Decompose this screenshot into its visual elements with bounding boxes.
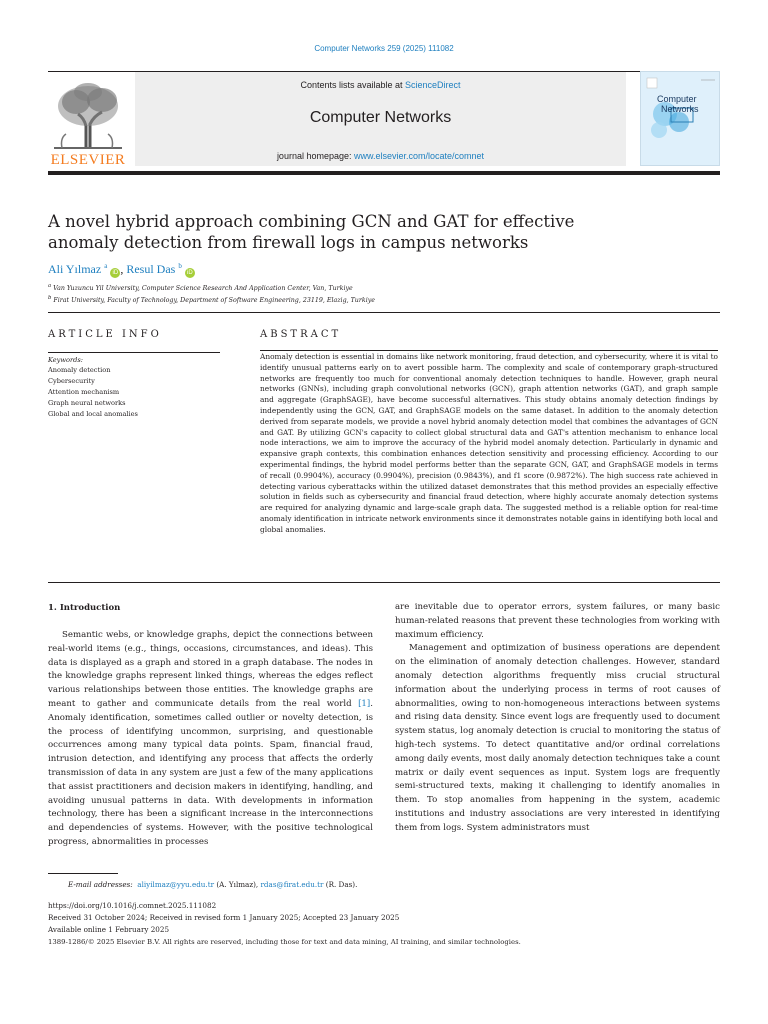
email-name-1: (A. Yılmaz), bbox=[214, 880, 261, 889]
intro-paragraph-continued: are inevitable due to operator errors, system failures, or many basic human-related reasons that prevent these technologies from working with maximum efficiency. bbox=[395, 602, 720, 640]
intro-text-b: . Anomaly identification, sometimes called outlier or novelty detection, is the process of identifying uncommon, surprising, and questionable occurrences among many typical data points. Spam, financial fraud, intrusion detection, and identifying any process that affects the orderly transmission of data in any system are just a few of the many applications that assist practitioners and decision makers in identifying, handling, and avoiding unusual patterns in data. With developments in information technology, there has been a significant increase in the interconnections and dependencies of systems. However, with the positive technological progress, abnormalities in processes bbox=[48, 698, 373, 847]
keyword-item: Cybersecurity bbox=[48, 377, 95, 385]
journal-cover-thumbnail[interactable] bbox=[640, 71, 720, 166]
journal-citation[interactable]: Computer Networks 259 (2025) 111082 bbox=[314, 44, 454, 53]
cover-graphic-icon bbox=[641, 72, 720, 166]
left-column bbox=[48, 629, 373, 850]
doi-link[interactable]: https://doi.org/10.1016/j.comnet.2025.111082 bbox=[48, 901, 217, 910]
email-footnote bbox=[68, 879, 357, 890]
author-name-1[interactable]: Ali Yılmaz bbox=[48, 262, 102, 276]
received-dates: Received 31 October 2024; Received in revised form 1 January 2025; Accepted 23 January 2025 bbox=[48, 913, 400, 922]
homepage-prefix: journal homepage: bbox=[276, 151, 354, 161]
orcid-icon[interactable]: iD bbox=[185, 268, 195, 278]
orcid-icon[interactable]: iD bbox=[110, 268, 120, 278]
keywords-label: Keywords: bbox=[48, 356, 83, 364]
affiliation-text: Van Yuzuncu Yil University, Computer Science Research And Application Center, Van, Turkiye bbox=[53, 285, 353, 293]
intro-paragraph-1 bbox=[48, 629, 373, 850]
sciencedirect-link[interactable]: ScienceDirect bbox=[405, 80, 461, 90]
email-label: E-mail addresses: bbox=[68, 880, 133, 889]
paper-title: A novel hybrid approach combining GCN and GAT for effective anomaly detection from firewall logs in campus networks bbox=[48, 212, 575, 252]
email-link-2[interactable]: rdas@firat.edu.tr bbox=[260, 880, 324, 889]
section-divider bbox=[48, 312, 720, 313]
keywords-rule bbox=[48, 352, 220, 353]
cover-title-line2: Networks bbox=[661, 104, 699, 114]
affiliation-sup: b bbox=[48, 295, 52, 301]
elsevier-wordmark: ELSEVIER bbox=[50, 152, 126, 166]
contents-line bbox=[135, 80, 626, 90]
keyword-item: Attention mechanism bbox=[48, 388, 120, 396]
intro-paragraph-2: Management and optimization of business operations are dependent on the elimination of anomaly detection challenges. However, standard anomaly detection algorithms frequently miss crucial structural information about the underlying process in terms of root causes of abnormalities, owing to non-homogeneous interactions between systems and rising data density. Since event logs are frequently used to document system status, log anomaly detection is crucial to monitoring the status of high-tech systems. To detect quantitative and/or ordinal correlations among daily events, most daily anomaly detection techniques take a count matrix or daily event sequences as input. System logs are frequently semi-structured texts, making it challenging to identify anomalies in them. To stop anomalies from happening in the system, academic institutions and industry associations are very interested in identifying them from logs. System administrators must bbox=[395, 643, 720, 833]
abstract-rule-bottom bbox=[48, 582, 720, 583]
contents-prefix: Contents lists available at bbox=[300, 80, 406, 90]
abstract-heading: ABSTRACT bbox=[260, 329, 342, 340]
header-bottom-rule bbox=[48, 171, 720, 175]
affiliation-a bbox=[48, 283, 353, 292]
right-column bbox=[395, 601, 720, 836]
affiliation-text: Firat University, Faculty of Technology, Department of Software Engineering, 23119, Elazig, Turkiye bbox=[53, 297, 375, 305]
homepage-link[interactable]: www.elsevier.com/locate/comnet bbox=[354, 151, 485, 161]
reference-link[interactable]: [1] bbox=[358, 698, 371, 709]
cover-title bbox=[657, 94, 699, 114]
available-online: Available online 1 February 2025 bbox=[48, 925, 170, 934]
affiliation-b bbox=[48, 295, 375, 304]
section-heading-introduction: 1. Introduction bbox=[48, 603, 121, 613]
author-affil-sup-2: b bbox=[178, 262, 182, 270]
abstract-body: Anomaly detection is essential in domains like network monitoring, fraud detection, and cybersecurity, where it is vital to identify unusual patterns early on to avert possible harm. The complexity and scale of contemporary graph-structured networks are frequently too much for conventional anomaly detection techniques to handle. However, graph neural networks (GNNs), including graph convolutional networks (GCN), graph attention networks (GAT), and graph sample and aggregate (GraphSAGE), have become successful alternatives. This study obtains anomaly detection findings by independently using the GCN, GAT, and GraphSAGE models on the same dataset. In addition to the anomaly detection derived from separate models, we provide a novel hybrid anomaly detection model that combines the advantages of GCN and GAT. By utilizing GCN's capacity to collect global structural data and GAT's attention mechanism to enhance local node interactions, we aim to improve the accuracy of the hybrid model anomaly detection. Particularly in dynamic and expansive graph contexts, this combination enhances detection sensitivity and processing efficiency. According to our experimental findings, the hybrid model performs better than the separate GCN, GAT, and GraphSAGE models in terms of recall (0.9904%), accuracy (0.9904%), precision (0.9843%), and f1 score (0.9872%). The high success rate achieved in detecting various cyberattacks within the utilized dataset demonstrates that this method provides an especially effective solution in fields such as cybersecurity and financial fraud detection, where highly accurate anomaly detection systems are required for analyzing dynamic and large-scale graph data. The suggested method is a reliable option for real-time anomaly identification in intricate network environments since it demonstrates notable gains in identifying both local and global anomalies. bbox=[260, 352, 718, 534]
footnote-rule bbox=[48, 873, 118, 874]
abstract-rule-top bbox=[260, 350, 718, 351]
cover-title-line1: Computer bbox=[657, 94, 697, 104]
email-link-1[interactable]: aliyilmaz@yyu.edu.tr bbox=[137, 880, 215, 889]
copyright-line: 1389-1286/© 2025 Elsevier B.V. All rights are reserved, including those for text and data mining, AI training, and similar technologies. bbox=[48, 938, 521, 946]
journal-homepage bbox=[135, 151, 626, 161]
article-info-heading: ARTICLE INFO bbox=[48, 329, 162, 340]
keyword-item: Global and local anomalies bbox=[48, 410, 138, 418]
keyword-item: Graph neural networks bbox=[48, 399, 126, 407]
author-list bbox=[48, 262, 195, 278]
author-affil-sup-1: a bbox=[104, 262, 108, 270]
intro-text-a: Semantic webs, or knowledge graphs, depict the connections between real-world items (e.g., things, occasions, circumstances, and ideas). This data is displayed as a graph and stored in a graph database. The nodes in the knowledge graphs represent linked things, whereas the edges reflect various relationships between those entities. The knowledge graphs are meant to gather and communicate details from the real world bbox=[48, 630, 373, 709]
journal-name: Computer Networks bbox=[309, 109, 452, 126]
elsevier-logo[interactable] bbox=[48, 78, 128, 166]
email-name-2: (R. Das). bbox=[323, 880, 358, 889]
affiliation-sup: a bbox=[48, 283, 52, 289]
author-separator: , bbox=[120, 262, 124, 276]
author-name-2[interactable]: Resul Das bbox=[126, 262, 176, 276]
elsevier-tree-icon bbox=[48, 78, 128, 166]
keyword-item: Anomaly detection bbox=[48, 366, 111, 374]
